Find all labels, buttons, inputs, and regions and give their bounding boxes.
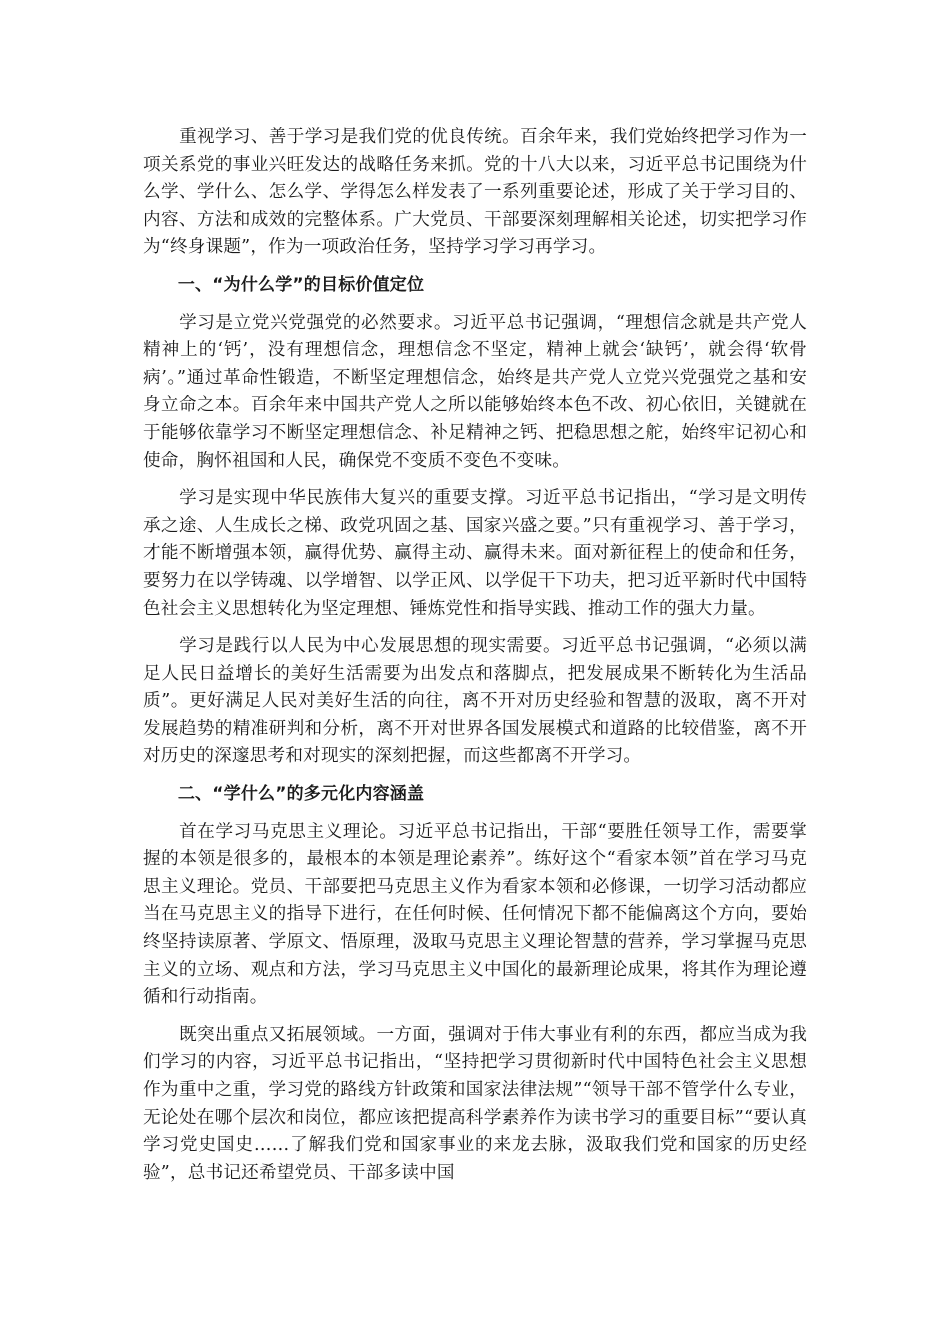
- section-2-heading: 二、“学什么”的多元化内容涵盖: [177, 784, 425, 805]
- section-2-paragraph-2: 既突出重点又拓展领域。一方面，强调对于伟大事业有利的东西，都应当成为我们学习的内容，习近平总书记指出，“坚持把学习贯彻新时代中国特色社会主义思想作为重中之重，学习党的路线方针政策和国家法律法规”“领导干部不管学什么专业，无论处在哪个层次和岗位，都应该把提高科学素养作为读书学习的重要目标”“要认真学习党史国史……了解我们党和国家事业的来龙去脉，汲取我们党和国家的历史经验”，总书记还希望党员、干部多读中国: [143, 1024, 807, 1183]
- section-1-paragraph-1: 学习是立党兴党强党的必然要求。习近平总书记强调，“理想信念就是共产党人精神上的‘钙’，没有理想信念，理想信念不坚定，精神上就会‘缺钙’，就会得‘软骨病’。”通过革命性锻造，不断坚定理想信念，始终是共产党人立党兴党强党之基和安身立命之本。百余年来中国共产党人之所以能够始终本色不改、初心依旧，关键就在于能够依靠学习不断坚定理想信念、补足精神之钙、把稳思想之舵，始终牢记初心和使命，胸怀祖国和人民，确保党不变质不变色不变味。: [143, 312, 807, 471]
- section-2-paragraph-1: 首在学习马克思主义理论。习近平总书记指出，干部“要胜任领导工作，需要掌握的本领是很多的，最根本的本领是理论素养”。练好这个“看家本领”首在学习马克思主义理论。党员、干部要把马克思主义作为看家本领和必修课，一切学习活动都应当在马克思主义的指导下进行，在任何时候、任何情况下都不能偏离这个方向，要始终坚持读原著、学原文、悟原理，汲取马克思主义理论智慧的营养，学习掌握马克思主义的立场、观点和方法，学习马克思主义中国化的最新理论成果，将其作为理论遵循和行动指南。: [143, 821, 807, 1008]
- section-1-paragraph-3: 学习是践行以人民为中心发展思想的现实需要。习近平总书记强调，“必须以满足人民日益增长的美好生活需要为出发点和落脚点，把发展成果不断转化为生活品质”。更好满足人民对美好生活的向往，离不开对历史经验和智慧的汲取，离不开对发展趋势的精准研判和分析，离不开对世界各国发展模式和道路的比较借鉴，离不开对历史的深邃思考和对现实的深刻把握，而这些都离不开学习。: [143, 636, 807, 767]
- document-page: [143, 124, 807, 1197]
- intro-paragraph: 重视学习、善于学习是我们党的优良传统。百余年来，我们党始终把学习作为一项关系党的事业兴旺发达的战略任务来抓。党的十八大以来，习近平总书记围绕为什么学、学什么、怎么学、学得怎么样发表了一系列重要论述，形成了关于学习目的、内容、方法和成效的完整体系。广大党员、干部要深刻理解相关论述，切实把学习作为“终身课题”，作为一项政治任务，坚持学习学习再学习。: [143, 127, 807, 258]
- section-1-heading: 一、“为什么学”的目标价值定位: [177, 274, 425, 295]
- section-1-paragraph-2: 学习是实现中华民族伟大复兴的重要支撑。习近平总书记指出，“学习是文明传承之途、人生成长之梯、政党巩固之基、国家兴盛之要。”只有重视学习、善于学习，才能不断增强本领，赢得优势、赢得主动、赢得未来。面对新征程上的使命和任务，要努力在以学铸魂、以学增智、以学正风、以学促干下功夫，把习近平新时代中国特色社会主义思想转化为坚定理想、锤炼党性和指导实践、推动工作的强大力量。: [143, 488, 807, 619]
